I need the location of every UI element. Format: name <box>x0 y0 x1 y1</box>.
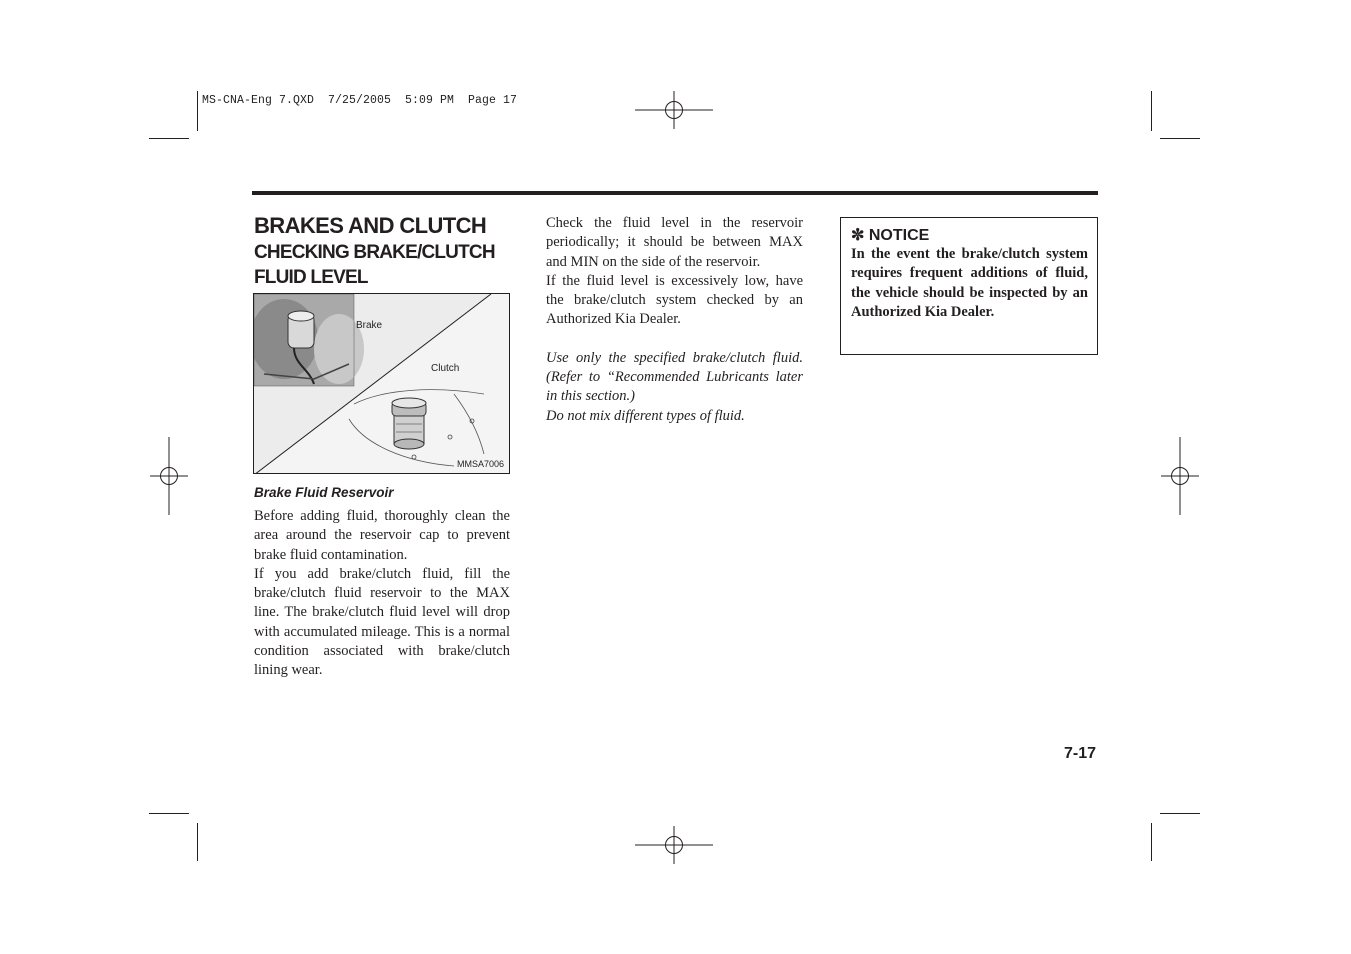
section-subtitle: CHECKING BRAKE/CLUTCH FLUID LEVEL <box>254 242 495 288</box>
paragraph-specified-fluid: Use only the specified brake/clutch fluid. (Refer to “Recommended Lubricants later in this section.) <box>546 349 803 405</box>
registration-mark-top <box>635 71 713 149</box>
label-clutch: Clutch <box>431 363 460 374</box>
registration-mark-right <box>1141 437 1219 515</box>
header-rule <box>252 191 1098 195</box>
paragraph-low-level: If the fluid level is excessively low, have the brake/clutch system checked by an Authorized Kia Dealer. <box>546 272 803 328</box>
column-2-text <box>546 214 803 426</box>
paragraph-clean-area: Before adding fluid, thoroughly clean the area around the reservoir cap to prevent brake fluid contamination. <box>254 508 510 563</box>
column-1-text <box>254 507 510 681</box>
notice-body: In the event the brake/clutch system requires frequent additions of fluid, the vehicle should be inspected by an Authorized Kia Dealer. <box>851 246 1088 320</box>
section-title: BRAKES AND CLUTCH <box>254 213 487 238</box>
paragraph-fill-max: If you add brake/clutch fluid, fill the brake/clutch fluid reservoir to the MAX line. The brake/clutch fluid level will drop with accumulated mileage. This is a normal condition associated with brake/clutch lining wear. <box>254 565 510 679</box>
paragraph-check-level: Check the fluid level in the reservoir periodically; it should be between MAX and MIN on the side of the reservoir. <box>546 215 803 270</box>
notice-box <box>840 217 1098 355</box>
figure-caption: Brake Fluid Reservoir <box>254 485 394 500</box>
reservoir-illustration <box>253 293 510 474</box>
figure-code: MMSA7006 <box>457 459 505 469</box>
print-slug-line: MS-CNA-Eng 7.QXD 7/25/2005 5:09 PM Page 17 <box>202 94 518 107</box>
registration-mark-left <box>130 437 208 515</box>
notice-title: ✼ NOTICE <box>851 227 930 244</box>
page-number: 7-17 <box>1064 745 1097 762</box>
paragraph-do-not-mix: Do not mix different types of fluid. <box>546 407 745 424</box>
registration-mark-bottom <box>635 806 713 884</box>
label-brake: Brake <box>356 320 383 331</box>
